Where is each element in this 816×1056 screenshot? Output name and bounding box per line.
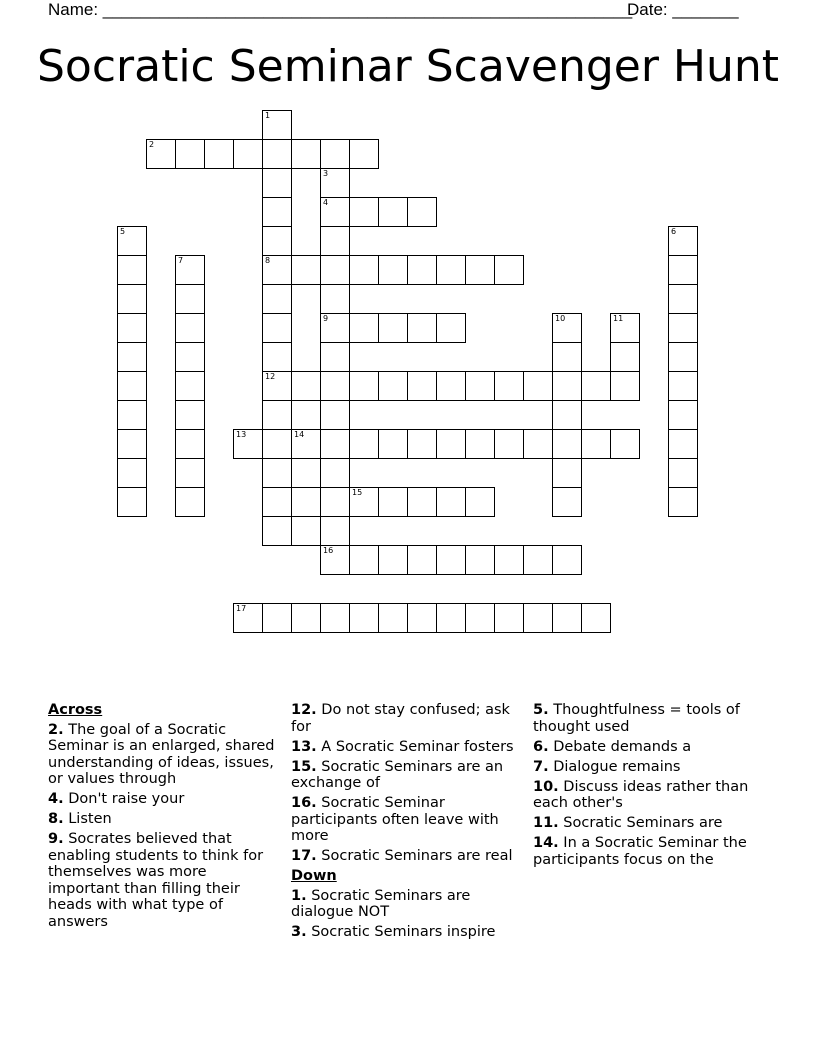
cell-number: 5 [120, 227, 126, 236]
crossword-cell[interactable] [291, 516, 321, 546]
clue-down-11: 11. Socratic Seminars are [533, 815, 723, 831]
crossword-cell[interactable] [349, 197, 379, 227]
crossword-cell[interactable] [436, 255, 466, 285]
crossword-cell[interactable] [291, 603, 321, 633]
cell-number: 12 [265, 372, 276, 381]
crossword-cell[interactable] [320, 429, 350, 459]
crossword-cell[interactable] [204, 139, 234, 169]
cell-number: 17 [236, 604, 247, 613]
crossword-cell[interactable] [320, 342, 350, 372]
crossword-cell[interactable] [668, 255, 698, 285]
cell-number: 1 [265, 111, 271, 120]
crossword-cell[interactable] [320, 400, 350, 430]
clue-across-15: 15. Socratic Seminars are an exchange of [291, 758, 504, 791]
clue-down-7: 7. Dialogue remains [533, 758, 681, 775]
crossword-cell[interactable] [320, 516, 350, 546]
cell-number: 16 [323, 546, 334, 555]
crossword-cell[interactable] [436, 545, 466, 575]
crossword-cell[interactable] [378, 487, 408, 517]
cell-number: 13 [236, 430, 247, 439]
crossword-cell[interactable] [262, 197, 292, 227]
crossword-cell[interactable] [320, 313, 350, 343]
crossword-cell[interactable] [523, 371, 553, 401]
crossword-cell[interactable] [407, 313, 437, 343]
crossword-cell[interactable] [581, 603, 611, 633]
cell-number: 15 [352, 488, 363, 497]
crossword-cell[interactable] [262, 400, 292, 430]
crossword-cell[interactable] [262, 284, 292, 314]
crossword-cell[interactable] [552, 458, 582, 488]
crossword-cell[interactable] [262, 110, 292, 140]
crossword-cell[interactable] [668, 487, 698, 517]
crossword-cell[interactable] [668, 313, 698, 343]
crossword-cell[interactable] [117, 313, 147, 343]
crossword-cell[interactable] [465, 429, 495, 459]
crossword-cell[interactable] [233, 603, 263, 633]
crossword-cell[interactable] [291, 255, 321, 285]
crossword-cell[interactable] [320, 487, 350, 517]
crossword-cell[interactable] [465, 371, 495, 401]
crossword-cell[interactable] [378, 429, 408, 459]
crossword-cell[interactable] [320, 226, 350, 256]
crossword-cell[interactable] [175, 429, 205, 459]
cell-number: 10 [555, 314, 566, 323]
clue-across-9: 9. Socrates believed that enabling students to think for themselves was more important than filling their heads with what type of answers [48, 831, 264, 930]
crossword-cell[interactable] [291, 487, 321, 517]
name-field[interactable]: Name: ________________________________________________________ [48, 0, 633, 19]
crossword-cell[interactable] [494, 545, 524, 575]
crossword-cell[interactable] [436, 371, 466, 401]
cell-number: 8 [265, 256, 271, 265]
crossword-cell[interactable] [610, 429, 640, 459]
crossword-cell[interactable] [262, 255, 292, 285]
clue-across-4: 4. Don't raise your [48, 791, 185, 807]
clue-across-16: 16. Socratic Seminar participants often leave with more [291, 795, 499, 844]
clues-column-2 [291, 702, 523, 944]
crossword-cell[interactable] [668, 371, 698, 401]
crossword-cell[interactable] [552, 429, 582, 459]
crossword-cell[interactable] [175, 255, 205, 285]
crossword-cell[interactable] [262, 487, 292, 517]
crossword-cell[interactable] [610, 313, 640, 343]
crossword-cell[interactable] [320, 603, 350, 633]
crossword-cell[interactable] [494, 603, 524, 633]
crossword-cell[interactable] [291, 458, 321, 488]
crossword-cell[interactable] [552, 487, 582, 517]
crossword-cell[interactable] [320, 168, 350, 198]
crossword-cell[interactable] [262, 139, 292, 169]
crossword-cell[interactable] [175, 342, 205, 372]
crossword-cell[interactable] [262, 226, 292, 256]
crossword-cell[interactable] [175, 371, 205, 401]
crossword-cell[interactable] [175, 139, 205, 169]
crossword-cell[interactable] [262, 342, 292, 372]
crossword-cell[interactable] [117, 429, 147, 459]
crossword-cell[interactable] [465, 255, 495, 285]
crossword-cell[interactable] [407, 197, 437, 227]
crossword-cell[interactable] [668, 458, 698, 488]
crossword-cell[interactable] [320, 197, 350, 227]
crossword-cell[interactable] [465, 545, 495, 575]
crossword-cell[interactable] [349, 603, 379, 633]
crossword-cell[interactable] [349, 313, 379, 343]
crossword-cell[interactable] [610, 342, 640, 372]
clue-across-2: 2. The goal of a Socratic Seminar is an enlarged, shared understanding of ideas, issues, or values through [48, 721, 275, 787]
crossword-cell[interactable] [552, 400, 582, 430]
crossword-cell[interactable] [117, 400, 147, 430]
crossword-cell[interactable] [117, 342, 147, 372]
crossword-cell[interactable] [523, 429, 553, 459]
clue-across-12: 12. Do not stay confused; ask for [291, 702, 510, 735]
crossword-cell[interactable] [320, 458, 350, 488]
crossword-cell[interactable] [349, 371, 379, 401]
crossword-cell[interactable] [407, 429, 437, 459]
crossword-cell[interactable] [378, 197, 408, 227]
crossword-cell[interactable] [262, 429, 292, 459]
crossword-cell[interactable] [349, 545, 379, 575]
clues-column-1 [48, 702, 280, 934]
crossword-cell[interactable] [117, 458, 147, 488]
crossword-cell[interactable] [552, 545, 582, 575]
clue-across-8: 8. Listen [48, 811, 112, 827]
crossword-cell[interactable] [552, 371, 582, 401]
crossword-cell[interactable] [320, 284, 350, 314]
clue-across-17: 17. Socratic Seminars are real [291, 848, 513, 864]
cell-number: 2 [149, 140, 155, 149]
crossword-cell[interactable] [407, 487, 437, 517]
crossword-cell[interactable] [668, 400, 698, 430]
crossword-cell[interactable] [523, 545, 553, 575]
crossword-cell[interactable] [262, 168, 292, 198]
crossword-cell[interactable] [117, 226, 147, 256]
cell-number: 4 [323, 198, 329, 207]
crossword-cell[interactable] [320, 139, 350, 169]
across-heading: Across [48, 702, 103, 718]
crossword-cell[interactable] [349, 139, 379, 169]
crossword-cell[interactable] [436, 487, 466, 517]
crossword-cell[interactable] [436, 429, 466, 459]
crossword-cell[interactable] [407, 255, 437, 285]
crossword-cell[interactable] [262, 603, 292, 633]
crossword-cell[interactable] [320, 255, 350, 285]
crossword-cell[interactable] [494, 255, 524, 285]
crossword-cell[interactable] [378, 313, 408, 343]
clue-across-13: 13. A Socratic Seminar fosters [291, 738, 514, 755]
crossword-cell[interactable] [436, 603, 466, 633]
crossword-cell[interactable] [407, 545, 437, 575]
crossword-cell[interactable] [668, 284, 698, 314]
crossword-cell[interactable] [291, 429, 321, 459]
cell-number: 3 [323, 169, 329, 178]
crossword-cell[interactable] [378, 255, 408, 285]
crossword-cell[interactable] [320, 371, 350, 401]
clue-down-10: 10. Discuss ideas rather than each other's [533, 778, 749, 811]
crossword-cell[interactable] [581, 371, 611, 401]
crossword-cell[interactable] [523, 603, 553, 633]
crossword-cell[interactable] [436, 313, 466, 343]
crossword-cell[interactable] [146, 139, 176, 169]
crossword-cell[interactable] [175, 284, 205, 314]
crossword-cell[interactable] [233, 139, 263, 169]
crossword-cell[interactable] [117, 284, 147, 314]
crossword-cell[interactable] [349, 429, 379, 459]
crossword-cell[interactable] [262, 516, 292, 546]
crossword-cell[interactable] [610, 371, 640, 401]
crossword-cell[interactable] [175, 458, 205, 488]
crossword-cell[interactable] [668, 226, 698, 256]
crossword-cell[interactable] [349, 255, 379, 285]
crossword-cell[interactable] [378, 545, 408, 575]
crossword-cell[interactable] [262, 458, 292, 488]
crossword-cell[interactable] [494, 371, 524, 401]
clue-down-14: 14. In a Socratic Seminar the participants focus on the [533, 835, 747, 868]
crossword-cell[interactable] [465, 487, 495, 517]
crossword-cell[interactable] [378, 603, 408, 633]
crossword-cell[interactable] [291, 371, 321, 401]
crossword-cell[interactable] [262, 313, 292, 343]
crossword-cell[interactable] [581, 429, 611, 459]
cell-number: 6 [671, 227, 677, 236]
crossword-cell[interactable] [494, 429, 524, 459]
crossword-cell[interactable] [378, 371, 408, 401]
crossword-cell[interactable] [117, 487, 147, 517]
crossword-cell[interactable] [291, 139, 321, 169]
clue-down-3: 3. Socratic Seminars inspire [291, 924, 496, 940]
crossword-cell[interactable] [668, 342, 698, 372]
crossword-cell[interactable] [407, 371, 437, 401]
crossword-cell[interactable] [233, 429, 263, 459]
crossword-cell[interactable] [349, 487, 379, 517]
crossword-cell[interactable] [175, 313, 205, 343]
clue-down-5: 5. Thoughtfulness = tools of thought used [533, 702, 740, 735]
clue-down-1: 1. Socratic Seminars are dialogue NOT [291, 887, 471, 920]
page-title: Socratic Seminar Scavenger Hunt [36, 41, 780, 92]
crossword-cell[interactable] [465, 603, 495, 633]
cell-number: 7 [178, 256, 184, 265]
crossword-cell[interactable] [407, 603, 437, 633]
down-heading: Down [291, 868, 337, 884]
crossword-cell[interactable] [668, 429, 698, 459]
date-field[interactable]: Date: _______ [627, 0, 739, 19]
crossword-cell[interactable] [175, 400, 205, 430]
crossword-cell[interactable] [175, 487, 205, 517]
cell-number: 14 [294, 430, 305, 439]
crossword-cell[interactable] [552, 603, 582, 633]
clue-down-6: 6. Debate demands a [533, 738, 692, 755]
crossword-cell[interactable] [552, 342, 582, 372]
cell-number: 9 [323, 314, 329, 323]
crossword-cell[interactable] [117, 255, 147, 285]
cell-number: 11 [613, 314, 624, 323]
crossword-cell[interactable] [552, 313, 582, 343]
crossword-cell[interactable] [117, 371, 147, 401]
crossword-cell[interactable] [262, 371, 292, 401]
clues-column-3 [533, 702, 769, 872]
crossword-cell[interactable] [320, 545, 350, 575]
